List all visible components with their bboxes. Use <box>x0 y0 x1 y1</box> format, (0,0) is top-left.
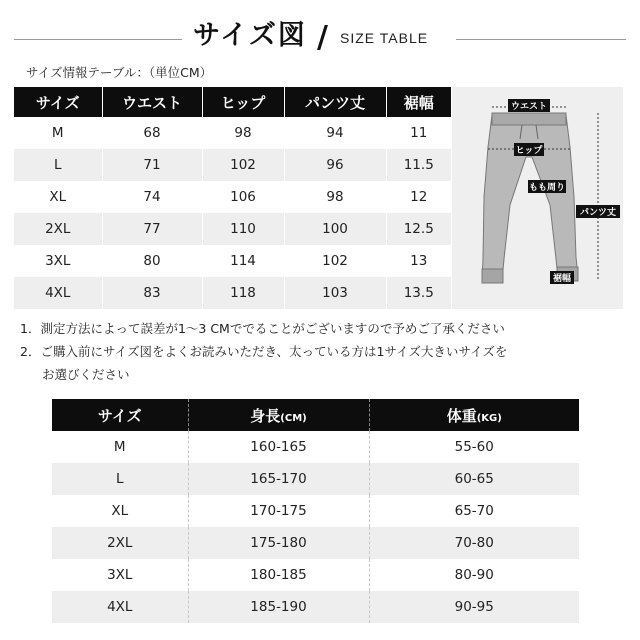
cell-size: L <box>52 463 188 495</box>
cell-weight: 70-80 <box>369 527 579 559</box>
cell-hip: 102 <box>202 149 284 181</box>
cell-size: 2XL <box>14 213 102 245</box>
label-waist: ウエスト <box>510 102 548 112</box>
page-subtitle: SIZE TABLE <box>340 30 429 46</box>
cell-hem: 13.5 <box>386 277 451 309</box>
cell-waist: 71 <box>102 149 202 181</box>
table-header-row <box>52 399 579 431</box>
col-header-size <box>52 399 188 431</box>
body-size-table <box>52 399 579 623</box>
col-header-weight <box>369 399 579 431</box>
cell-hem: 12 <box>410 189 428 205</box>
waistband <box>492 113 566 125</box>
col-header-hem: 裾幅 <box>386 87 451 117</box>
table-row <box>52 591 579 623</box>
cell-hip: 106 <box>202 181 284 213</box>
cell-height: 165-170 <box>188 463 369 495</box>
col-header-weight-label: 体重 <box>446 406 477 425</box>
table-row <box>52 431 579 463</box>
table-row <box>52 463 579 495</box>
cell-waist: 83 <box>102 277 202 309</box>
cell-length: 100 <box>284 213 386 245</box>
cell-hem: 11.5 <box>386 149 451 181</box>
cell-weight: 65-70 <box>454 503 494 519</box>
table-row <box>14 245 451 277</box>
cell-length: 96 <box>284 149 386 181</box>
label-hip: ヒップ <box>515 146 543 156</box>
left-cuff <box>482 269 503 283</box>
col-header-waist: ウエスト <box>102 87 202 117</box>
cell-size: 3XL <box>14 245 102 277</box>
note-size-advice-cont: お選びください <box>42 367 130 382</box>
table-row <box>52 495 579 527</box>
table-row <box>14 277 451 309</box>
cell-length: 102 <box>284 245 386 277</box>
cell-waist: 74 <box>102 181 202 213</box>
cell-size: M <box>52 431 188 463</box>
col-header-length: パンツ丈 <box>284 87 386 117</box>
cell-waist: 68 <box>102 117 202 149</box>
cell-weight: 55-60 <box>454 439 494 455</box>
cell-size: XL <box>14 181 102 213</box>
title-separator: / <box>317 20 328 55</box>
pants-measurement-diagram <box>452 87 623 309</box>
cell-weight: 80-90 <box>454 567 494 583</box>
cell-size: 4XL <box>14 277 102 309</box>
cell-height: 185-190 <box>188 591 369 623</box>
size-info-label: サイズ情報テーブル：（単位CM） <box>26 65 213 80</box>
cell-height: 175-180 <box>188 527 369 559</box>
header-rule-left <box>14 39 182 40</box>
cell-hem: 12.5 <box>386 213 451 245</box>
col-header-size: サイズ <box>14 87 102 117</box>
label-length: パンツ丈 <box>579 208 617 218</box>
note-size-advice: 2．ご購入前にサイズ図をよくお読みいただき、太っている方は1サイズ大きいサイズを <box>20 344 508 359</box>
note-measurement-error: 1．測定方法によって誤差が1〜3 CMででることがございますので予めご了承ください <box>20 321 505 336</box>
cell-length: 94 <box>284 117 386 149</box>
cell-size: XL <box>52 495 188 527</box>
cell-height: 160-165 <box>188 431 369 463</box>
label-hem: 裾幅 <box>552 274 572 284</box>
cell-size: L <box>14 149 102 181</box>
header-rule-right <box>456 39 626 40</box>
cell-length: 98 <box>284 181 386 213</box>
cell-weight: 60-65 <box>369 463 579 495</box>
cell-size: 4XL <box>52 591 188 623</box>
cell-size: 3XL <box>52 559 188 591</box>
col-header-height <box>188 399 369 431</box>
table-row <box>14 213 451 245</box>
cell-weight: 90-95 <box>369 591 579 623</box>
col-header-height-label: 身長 <box>250 406 281 425</box>
cell-hip: 98 <box>202 117 284 149</box>
col-header-size-label: サイズ <box>97 406 142 425</box>
cell-height: 180-185 <box>188 559 369 591</box>
col-header-weight-unit: (KG) <box>476 412 502 424</box>
cell-waist: 77 <box>102 213 202 245</box>
table-row <box>14 117 451 149</box>
page-title: サイズ図 <box>193 20 307 51</box>
table-row <box>14 181 451 213</box>
table-row <box>14 149 451 181</box>
cell-hip: 118 <box>202 277 284 309</box>
cell-length: 103 <box>284 277 386 309</box>
label-thigh: もも周り <box>528 183 566 193</box>
garment-size-table <box>14 87 451 309</box>
cell-hip: 110 <box>202 213 284 245</box>
table-header-row <box>14 87 451 117</box>
cell-hip: 114 <box>202 245 284 277</box>
cell-size: 2XL <box>52 527 188 559</box>
cell-hem: 11 <box>410 125 428 141</box>
col-header-hip: ヒップ <box>202 87 284 117</box>
cell-height: 170-175 <box>188 495 369 527</box>
cell-hem: 13 <box>410 253 428 269</box>
table-row <box>52 559 579 591</box>
pants-illustration <box>452 87 623 309</box>
cell-size: M <box>14 117 102 149</box>
col-header-height-unit: (CM) <box>280 412 307 424</box>
cell-waist: 80 <box>102 245 202 277</box>
table-row <box>52 527 579 559</box>
pants-silhouette <box>482 115 578 281</box>
